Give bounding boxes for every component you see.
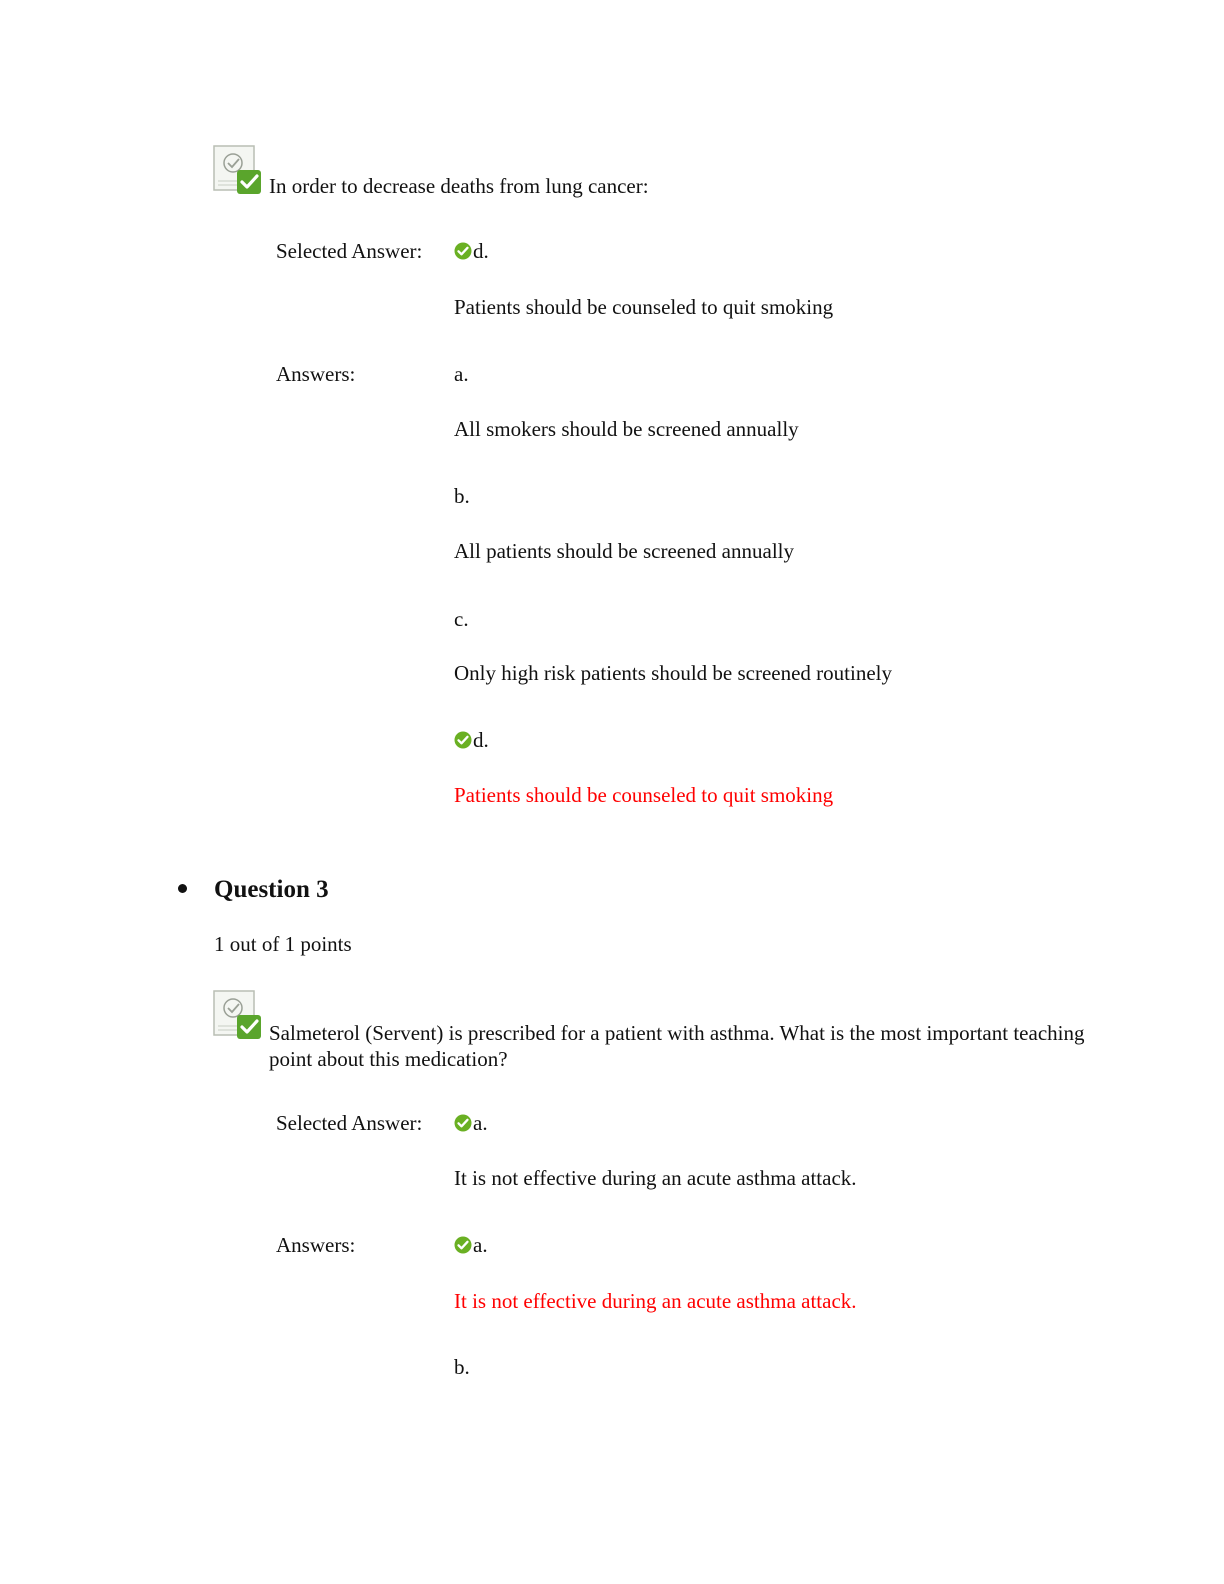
correct-answer-letter: a. (454, 1235, 488, 1256)
correct-answer-text: Patients should be counseled to quit smoking (454, 783, 834, 807)
question-prompt: In order to decrease deaths from lung cancer: (269, 174, 649, 198)
green-check-icon (454, 1114, 472, 1132)
answer-text: All smokers should be screened annually (454, 417, 799, 441)
answer-letter: b. (454, 484, 470, 508)
question-prompt: Salmeterol (Servent) is prescribed for a patient with asthma. What is the most important teaching point about this medication? (269, 1021, 1085, 1071)
answers-label: Answers: (276, 362, 356, 386)
answer-letter: a. (454, 362, 469, 386)
green-check-icon (454, 731, 472, 749)
question-correct-icon (213, 145, 263, 195)
selected-answer-text: It is not effective during an acute asthma attack. (454, 1166, 857, 1190)
selected-answer-letter: d. (454, 241, 489, 262)
green-check-icon (454, 242, 472, 260)
selected-answer-label: Selected Answer: (276, 239, 423, 263)
answer-letter: b. (454, 1355, 470, 1379)
selected-answer-letter: a. (454, 1113, 488, 1134)
answer-letter: c. (454, 607, 469, 631)
answer-text: All patients should be screened annually (454, 539, 794, 563)
question-points: 1 out of 1 points (214, 932, 352, 956)
selected-answer-text: Patients should be counseled to quit smoking (454, 295, 834, 319)
correct-answer-text: It is not effective during an acute asthma attack. (454, 1289, 857, 1313)
selected-answer-label: Selected Answer: (276, 1111, 423, 1135)
green-check-icon (454, 1236, 472, 1254)
answer-text: Only high risk patients should be screened routinely (454, 661, 892, 685)
question-title: Question 3 (214, 876, 329, 903)
correct-answer-letter: d. (454, 730, 489, 751)
question-correct-icon (213, 990, 263, 1040)
question-bullet (178, 884, 187, 893)
answers-label: Answers: (276, 1233, 356, 1257)
